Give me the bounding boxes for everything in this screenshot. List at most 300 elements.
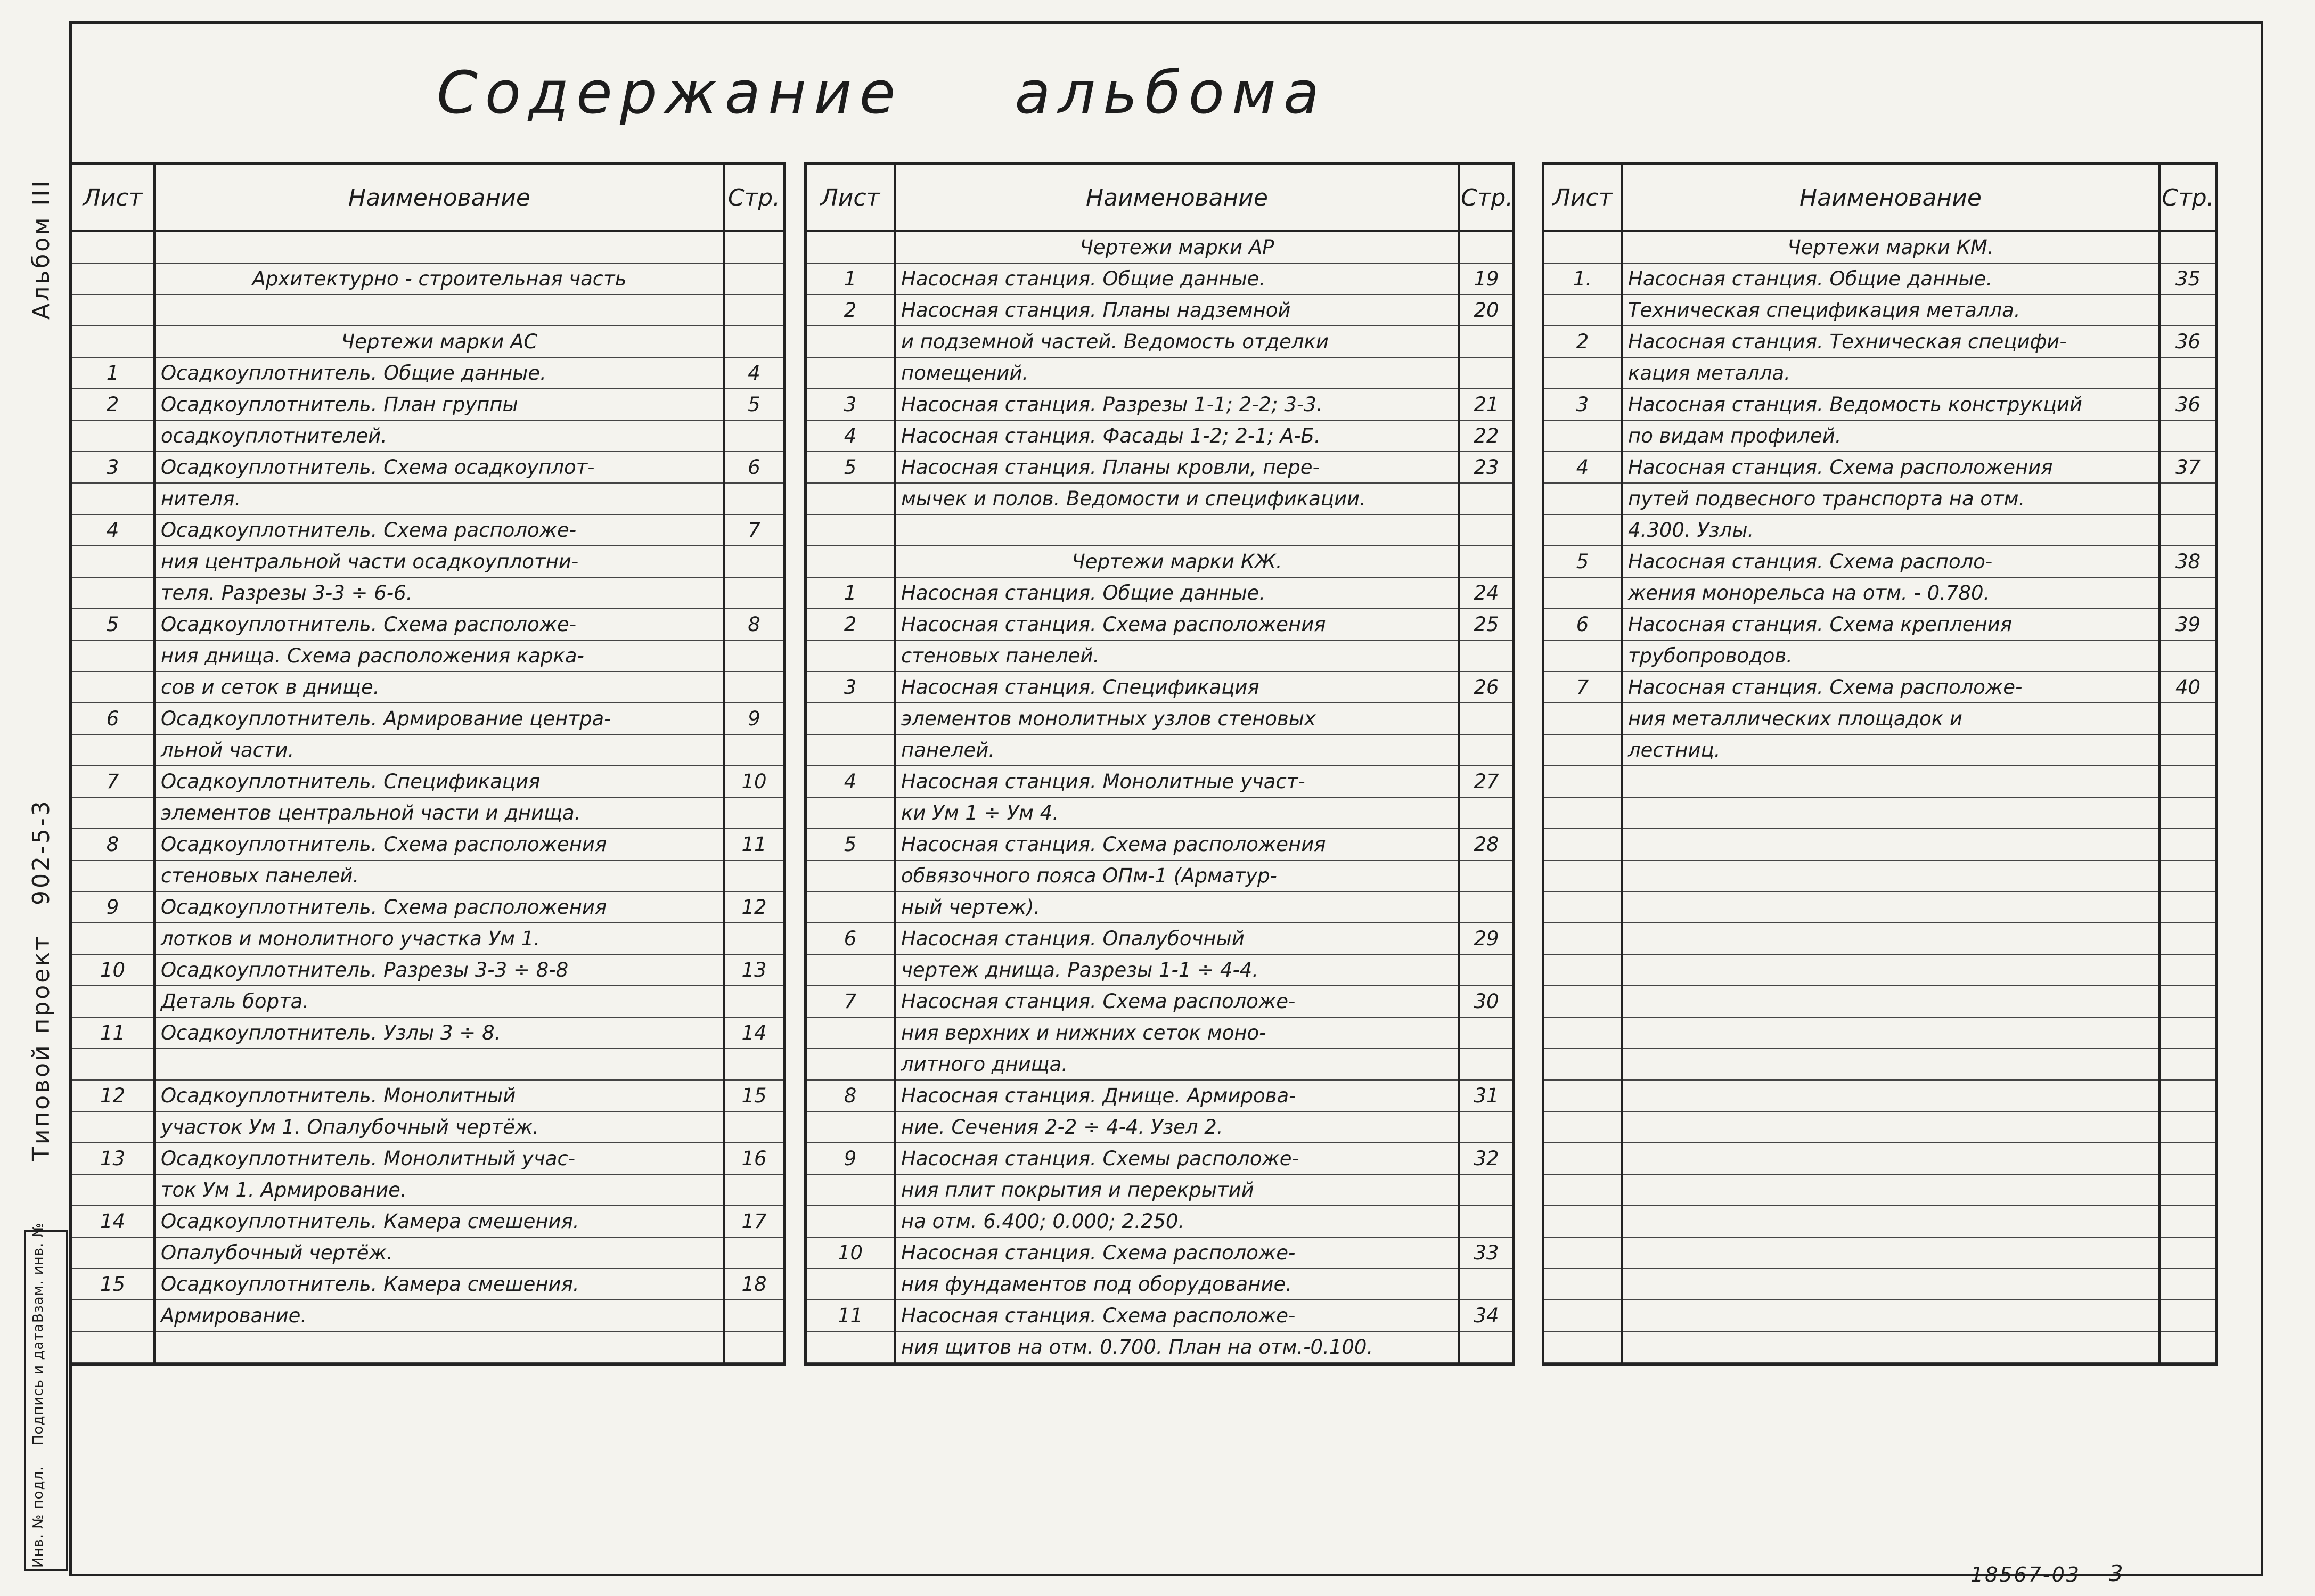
page-number-cell: 5 bbox=[724, 389, 783, 420]
table-row bbox=[1544, 514, 2215, 546]
sheet-number: 5 bbox=[807, 829, 895, 860]
page-number-cell: 16 bbox=[724, 1143, 783, 1174]
page-number-cell: 26 bbox=[1459, 672, 1512, 703]
page-number-cell bbox=[1459, 640, 1512, 672]
page-number-cell: 29 bbox=[1459, 923, 1512, 954]
item-title bbox=[1622, 891, 2159, 923]
sheet-number: 1 bbox=[807, 263, 895, 294]
sheet-number: 2 bbox=[1544, 326, 1622, 357]
page-number-cell: 15 bbox=[724, 1080, 783, 1111]
table-row bbox=[807, 672, 1512, 703]
table-row bbox=[807, 923, 1512, 954]
page-number-cell bbox=[2159, 766, 2215, 797]
sheet-number bbox=[1544, 1237, 1622, 1268]
sheet-number bbox=[807, 357, 895, 389]
sheet-number bbox=[807, 1331, 895, 1363]
page-number-cell: 19 bbox=[1459, 263, 1512, 294]
table-row bbox=[72, 766, 783, 797]
item-title: Осадкоуплотнитель. Схема расположе- bbox=[154, 609, 724, 640]
document-code: 18567-03 bbox=[1970, 1563, 2081, 1586]
sheet-number: 5 bbox=[1544, 546, 1622, 577]
page-number-cell bbox=[2159, 734, 2215, 766]
sheet-number: 4 bbox=[1544, 452, 1622, 483]
sheet-number bbox=[72, 1237, 154, 1268]
sheet-number bbox=[1544, 986, 1622, 1017]
item-title: осадкоуплотнителей. bbox=[154, 420, 724, 452]
item-title: ки Ум 1 ÷ Ум 4. bbox=[895, 797, 1459, 829]
item-title: Насосная станция. Схема расположения bbox=[1622, 452, 2159, 483]
page-number-cell bbox=[2159, 1268, 2215, 1300]
item-title: стеновых панелей. bbox=[154, 860, 724, 891]
page-number-cell bbox=[724, 326, 783, 357]
stamp-signature: Подпись и дата bbox=[30, 1323, 46, 1445]
table-row bbox=[1544, 546, 2215, 577]
page-number-cell bbox=[2159, 1206, 2215, 1237]
item-title: Насосная станция. Днище. Армирова- bbox=[895, 1080, 1459, 1111]
page-number-cell: 10 bbox=[724, 766, 783, 797]
table-row bbox=[1544, 703, 2215, 734]
sheet-number: 8 bbox=[807, 1080, 895, 1111]
item-title bbox=[1622, 1237, 2159, 1268]
page-number-cell bbox=[2159, 797, 2215, 829]
item-title: Осадкоуплотнитель. Общие данные. bbox=[154, 357, 724, 389]
stamp-replace-inv: Взам. инв. № bbox=[30, 1222, 46, 1323]
page-number-cell: 8 bbox=[724, 609, 783, 640]
table-row bbox=[1544, 891, 2215, 923]
sheet-number bbox=[807, 1268, 895, 1300]
item-title: ния плит покрытия и перекрытий bbox=[895, 1174, 1459, 1206]
table-row bbox=[1544, 1143, 2215, 1174]
table-row bbox=[807, 357, 1512, 389]
item-title: Осадкоуплотнитель. Разрезы 3-3 ÷ 8-8 bbox=[154, 954, 724, 986]
page-number-cell bbox=[2159, 1300, 2215, 1331]
item-title bbox=[1622, 1300, 2159, 1331]
item-title: по видам профилей. bbox=[1622, 420, 2159, 452]
table-row bbox=[72, 640, 783, 672]
page-number-cell bbox=[2159, 577, 2215, 609]
table-row bbox=[1544, 734, 2215, 766]
table-row bbox=[1544, 923, 2215, 954]
page-number-cell bbox=[724, 672, 783, 703]
page-number-cell: 7 bbox=[724, 514, 783, 546]
table-row bbox=[1544, 577, 2215, 609]
header-sheet: Лист bbox=[807, 165, 895, 231]
contents-table-2 bbox=[804, 162, 1515, 1366]
item-title: Насосная станция. Техническая специфи- bbox=[1622, 326, 2159, 357]
item-title: Осадкоуплотнитель. Схема расположе- bbox=[154, 514, 724, 546]
table-row bbox=[1544, 766, 2215, 797]
page-number-cell: 35 bbox=[2159, 263, 2215, 294]
sheet-number bbox=[1544, 1174, 1622, 1206]
item-title: элементов монолитных узлов стеновых bbox=[895, 703, 1459, 734]
table-row bbox=[72, 1017, 783, 1049]
sheet-number bbox=[807, 546, 895, 577]
approval-stamp bbox=[24, 1222, 68, 1571]
table-row bbox=[807, 452, 1512, 483]
table-row bbox=[807, 514, 1512, 546]
table-row bbox=[1544, 860, 2215, 891]
page-number-cell bbox=[724, 1237, 783, 1268]
table-row bbox=[807, 640, 1512, 672]
sheet-number bbox=[72, 1331, 154, 1363]
table-row bbox=[72, 891, 783, 923]
item-title bbox=[1622, 923, 2159, 954]
sheet-number bbox=[807, 1174, 895, 1206]
page-number-cell: 40 bbox=[2159, 672, 2215, 703]
item-title: Осадкоуплотнитель. Монолитный учас- bbox=[154, 1143, 724, 1174]
table-row bbox=[807, 1206, 1512, 1237]
page-number-cell bbox=[1459, 1206, 1512, 1237]
page-number-cell: 27 bbox=[1459, 766, 1512, 797]
page-number-cell bbox=[1459, 546, 1512, 577]
item-title: Насосная станция. Монолитные участ- bbox=[895, 766, 1459, 797]
item-title: мычек и полов. Ведомости и спецификации. bbox=[895, 483, 1459, 514]
page-number-cell bbox=[2159, 1174, 2215, 1206]
table-row bbox=[807, 1237, 1512, 1268]
page-number-cell bbox=[1459, 1174, 1512, 1206]
table-row bbox=[807, 1300, 1512, 1331]
table-row bbox=[1544, 1017, 2215, 1049]
sheet-number: 11 bbox=[72, 1017, 154, 1049]
table-row bbox=[1544, 986, 2215, 1017]
table-row bbox=[1544, 1049, 2215, 1080]
table-row bbox=[72, 483, 783, 514]
sheet-number bbox=[1544, 1049, 1622, 1080]
project-code: 902-5-3 bbox=[28, 799, 55, 905]
page-number-cell bbox=[2159, 1017, 2215, 1049]
item-title: Насосная станция. Общие данные. bbox=[895, 263, 1459, 294]
page-number-cell bbox=[724, 986, 783, 1017]
sheet-number: 14 bbox=[72, 1206, 154, 1237]
item-title: ния центральной части осадкоуплотни- bbox=[154, 546, 724, 577]
item-title: Осадкоуплотнитель. План группы bbox=[154, 389, 724, 420]
sheet-number: 15 bbox=[72, 1268, 154, 1300]
item-title: кация металла. bbox=[1622, 357, 2159, 389]
item-title: стеновых панелей. bbox=[895, 640, 1459, 672]
sheet-number bbox=[72, 640, 154, 672]
table-row bbox=[72, 986, 783, 1017]
page-number-cell: 21 bbox=[1459, 389, 1512, 420]
page-number-cell: 18 bbox=[724, 1268, 783, 1300]
page-number-cell: 22 bbox=[1459, 420, 1512, 452]
page-number-cell bbox=[724, 420, 783, 452]
sheet-number bbox=[1544, 954, 1622, 986]
page-number-cell bbox=[1459, 860, 1512, 891]
header-sheet: Лист bbox=[72, 165, 154, 231]
stamp-inv-number: Инв. № подл. bbox=[30, 1466, 46, 1568]
header-page: Стр. bbox=[724, 165, 783, 231]
item-title: ния металлических площадок и bbox=[1622, 703, 2159, 734]
page-number-cell: 38 bbox=[2159, 546, 2215, 577]
item-title bbox=[1622, 1174, 2159, 1206]
item-title bbox=[1622, 797, 2159, 829]
table-row bbox=[1544, 1080, 2215, 1111]
sheet-number: 11 bbox=[807, 1300, 895, 1331]
page-number-cell bbox=[2159, 514, 2215, 546]
table-row bbox=[807, 483, 1512, 514]
page-number-cell bbox=[1459, 797, 1512, 829]
table-row bbox=[807, 231, 1512, 263]
sheet-number bbox=[807, 640, 895, 672]
table-row bbox=[1544, 294, 2215, 326]
page-number-cell bbox=[1459, 326, 1512, 357]
sheet-number bbox=[1544, 1080, 1622, 1111]
sheet-number bbox=[807, 797, 895, 829]
table-row bbox=[72, 1237, 783, 1268]
item-title: трубопроводов. bbox=[1622, 640, 2159, 672]
sheet-number bbox=[1544, 703, 1622, 734]
item-title bbox=[1622, 1206, 2159, 1237]
item-title: обвязочного пояса ОПм-1 (Арматур- bbox=[895, 860, 1459, 891]
page-number-cell bbox=[2159, 1111, 2215, 1143]
sheet-number bbox=[1544, 1331, 1622, 1363]
sheet-number bbox=[807, 1206, 895, 1237]
item-title: Осадкоуплотнитель. Узлы 3 ÷ 8. bbox=[154, 1017, 724, 1049]
item-title: ния днища. Схема расположения карка- bbox=[154, 640, 724, 672]
sheet-number: 6 bbox=[1544, 609, 1622, 640]
table-row bbox=[807, 1268, 1512, 1300]
table-row bbox=[72, 326, 783, 357]
table-row bbox=[72, 1206, 783, 1237]
table-row bbox=[72, 1268, 783, 1300]
page-number-cell: 24 bbox=[1459, 577, 1512, 609]
sheet-number: 7 bbox=[72, 766, 154, 797]
item-title: ния щитов на отм. 0.700. План на отм.-0.100. bbox=[895, 1331, 1459, 1363]
item-title: лестниц. bbox=[1622, 734, 2159, 766]
sheet-number bbox=[807, 483, 895, 514]
sheet-number bbox=[1544, 829, 1622, 860]
page-number-cell bbox=[2159, 923, 2215, 954]
item-title: помещений. bbox=[895, 357, 1459, 389]
table-row bbox=[807, 734, 1512, 766]
item-title: панелей. bbox=[895, 734, 1459, 766]
item-title: Насосная станция. Планы кровли, пере- bbox=[895, 452, 1459, 483]
sheet-number: 2 bbox=[72, 389, 154, 420]
table-row bbox=[807, 766, 1512, 797]
page-number-cell bbox=[724, 734, 783, 766]
page-number-cell bbox=[1459, 231, 1512, 263]
table-row bbox=[1544, 231, 2215, 263]
table-row bbox=[72, 734, 783, 766]
sheet-number bbox=[72, 1111, 154, 1143]
page-number-cell bbox=[2159, 986, 2215, 1017]
item-title: Насосная станция. Схема расположе- bbox=[1622, 672, 2159, 703]
table-row bbox=[72, 1049, 783, 1080]
table-row bbox=[1544, 357, 2215, 389]
item-title: Чертежи марки КМ. bbox=[1622, 231, 2159, 263]
table-row bbox=[1544, 640, 2215, 672]
sheet-number bbox=[72, 1049, 154, 1080]
table-row bbox=[1544, 1300, 2215, 1331]
table-row bbox=[72, 1331, 783, 1363]
item-title: лотков и монолитного участка Ум 1. bbox=[154, 923, 724, 954]
sheet-number bbox=[807, 231, 895, 263]
sheet-number: 1 bbox=[807, 577, 895, 609]
sheet-number bbox=[1544, 1143, 1622, 1174]
sheet-number: 10 bbox=[72, 954, 154, 986]
item-title: Насосная станция. Схема расположе- bbox=[895, 1237, 1459, 1268]
sheet-number bbox=[1544, 231, 1622, 263]
page-number-cell bbox=[2159, 829, 2215, 860]
page-number-cell bbox=[1459, 891, 1512, 923]
table-row bbox=[72, 860, 783, 891]
sheet-number: 2 bbox=[807, 609, 895, 640]
sheet-number bbox=[1544, 1111, 1622, 1143]
page-number-cell bbox=[1459, 734, 1512, 766]
page-number-cell bbox=[2159, 891, 2215, 923]
table-row bbox=[807, 326, 1512, 357]
table-row bbox=[807, 609, 1512, 640]
project-type: Типовой проект bbox=[28, 934, 55, 1161]
item-title: ный чертеж). bbox=[895, 891, 1459, 923]
sheet-number: 10 bbox=[807, 1237, 895, 1268]
page-number-cell bbox=[2159, 420, 2215, 452]
item-title: теля. Разрезы 3-3 ÷ 6-6. bbox=[154, 577, 724, 609]
page-number-cell bbox=[724, 640, 783, 672]
table-row bbox=[1544, 1206, 2215, 1237]
album-label: Альбом III bbox=[28, 178, 55, 320]
sheet-number: 2 bbox=[807, 294, 895, 326]
item-title: Насосная станция. Общие данные. bbox=[1622, 263, 2159, 294]
item-title bbox=[1622, 1331, 2159, 1363]
page-number-cell: 36 bbox=[2159, 326, 2215, 357]
table-row bbox=[1544, 483, 2215, 514]
table-row bbox=[72, 954, 783, 986]
sheet-number: 13 bbox=[72, 1143, 154, 1174]
page-number-cell bbox=[2159, 703, 2215, 734]
table-row bbox=[72, 357, 783, 389]
header-name: Наименование bbox=[895, 165, 1459, 231]
sheet-number bbox=[807, 954, 895, 986]
header-page: Стр. bbox=[2159, 165, 2215, 231]
page-number-cell bbox=[2159, 1049, 2215, 1080]
item-title bbox=[1622, 860, 2159, 891]
page-number-cell bbox=[724, 231, 783, 263]
item-title: Насосная станция. Схема расположе- bbox=[895, 1300, 1459, 1331]
table-row bbox=[72, 1080, 783, 1111]
item-title bbox=[154, 294, 724, 326]
item-title: ния фундаментов под оборудование. bbox=[895, 1268, 1459, 1300]
page-number-cell bbox=[1459, 1017, 1512, 1049]
item-title: Насосная станция. Разрезы 1-1; 2-2; 3-3. bbox=[895, 389, 1459, 420]
item-title bbox=[895, 514, 1459, 546]
sheet-number bbox=[1544, 640, 1622, 672]
item-title: литного днища. bbox=[895, 1049, 1459, 1080]
table-row bbox=[1544, 1237, 2215, 1268]
page-number-cell bbox=[724, 483, 783, 514]
sheet-number bbox=[72, 483, 154, 514]
sheet-number bbox=[807, 514, 895, 546]
table-row bbox=[72, 1143, 783, 1174]
page-number-cell bbox=[724, 1300, 783, 1331]
table-row bbox=[807, 1331, 1512, 1363]
page-number-cell bbox=[724, 1049, 783, 1080]
table-row bbox=[1544, 672, 2215, 703]
sheet-number bbox=[1544, 1017, 1622, 1049]
contents-table-3 bbox=[1542, 162, 2218, 1366]
page-number-cell: 32 bbox=[1459, 1143, 1512, 1174]
item-title: Армирование. bbox=[154, 1300, 724, 1331]
item-title: 4.300. Узлы. bbox=[1622, 514, 2159, 546]
page-number: 3 bbox=[2109, 1560, 2123, 1586]
page-number-cell bbox=[2159, 1331, 2215, 1363]
sheet-number: 8 bbox=[72, 829, 154, 860]
table-row bbox=[807, 294, 1512, 326]
item-title: ние. Сечения 2-2 ÷ 4-4. Узел 2. bbox=[895, 1111, 1459, 1143]
table-row bbox=[807, 954, 1512, 986]
item-title: Осадкоуплотнитель. Армирование центра- bbox=[154, 703, 724, 734]
page-number-cell bbox=[724, 294, 783, 326]
sheet-number bbox=[1544, 923, 1622, 954]
sheet-number bbox=[807, 1111, 895, 1143]
item-title bbox=[1622, 1268, 2159, 1300]
sheet-number bbox=[1544, 1206, 1622, 1237]
table-row bbox=[1544, 389, 2215, 420]
sheet-number: 3 bbox=[807, 389, 895, 420]
table-row bbox=[807, 860, 1512, 891]
item-title: Насосная станция. Опалубочный bbox=[895, 923, 1459, 954]
page-number-cell bbox=[2159, 294, 2215, 326]
table-row bbox=[807, 1174, 1512, 1206]
table-row bbox=[72, 452, 783, 483]
page-number-cell bbox=[2159, 357, 2215, 389]
header-sheet: Лист bbox=[1544, 165, 1622, 231]
item-title: Насосная станция. Схема расположения bbox=[895, 829, 1459, 860]
item-title: Опалубочный чертёж. bbox=[154, 1237, 724, 1268]
page-number-cell: 9 bbox=[724, 703, 783, 734]
page-number-cell bbox=[2159, 640, 2215, 672]
page-number-cell bbox=[1459, 1268, 1512, 1300]
sheet-number bbox=[1544, 357, 1622, 389]
page-number-cell bbox=[724, 263, 783, 294]
item-title: ния верхних и нижних сеток моно- bbox=[895, 1017, 1459, 1049]
page-number-cell: 17 bbox=[724, 1206, 783, 1237]
page-number-cell bbox=[724, 1174, 783, 1206]
item-title: Насосная станция. Планы надземной bbox=[895, 294, 1459, 326]
page-number-cell: 25 bbox=[1459, 609, 1512, 640]
table-row bbox=[1544, 1174, 2215, 1206]
page-number-cell bbox=[724, 577, 783, 609]
page-number-cell: 39 bbox=[2159, 609, 2215, 640]
sheet-number: 7 bbox=[1544, 672, 1622, 703]
item-title: Осадкоуплотнитель. Схема расположения bbox=[154, 829, 724, 860]
item-title: Осадкоуплотнитель. Схема расположения bbox=[154, 891, 724, 923]
table-row bbox=[72, 389, 783, 420]
page-number-cell: 14 bbox=[724, 1017, 783, 1049]
page-number-cell bbox=[1459, 1111, 1512, 1143]
page-number-cell bbox=[1459, 357, 1512, 389]
table-row bbox=[807, 1049, 1512, 1080]
item-title: участок Ум 1. Опалубочный чертёж. bbox=[154, 1111, 724, 1143]
sheet-number bbox=[72, 1174, 154, 1206]
item-title: чертеж днища. Разрезы 1-1 ÷ 4-4. bbox=[895, 954, 1459, 986]
item-title bbox=[1622, 766, 2159, 797]
item-title: Насосная станция. Схема крепления bbox=[1622, 609, 2159, 640]
table-row bbox=[1544, 797, 2215, 829]
table-row bbox=[72, 263, 783, 294]
page-number-cell: 13 bbox=[724, 954, 783, 986]
table-row bbox=[72, 1300, 783, 1331]
sheet-number bbox=[72, 672, 154, 703]
item-title bbox=[1622, 1111, 2159, 1143]
item-title: Насосная станция. Ведомость конструкций bbox=[1622, 389, 2159, 420]
page-number-cell bbox=[724, 923, 783, 954]
page-number-cell bbox=[724, 797, 783, 829]
table-row bbox=[1544, 452, 2215, 483]
sheet-number bbox=[72, 294, 154, 326]
table-row bbox=[807, 546, 1512, 577]
title-word-2: альбома bbox=[1015, 59, 1327, 127]
